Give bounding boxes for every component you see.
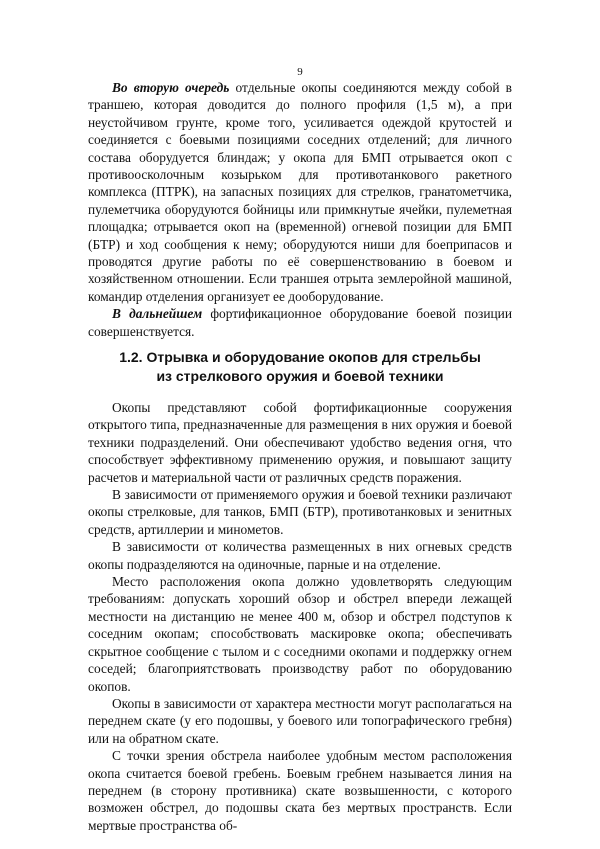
paragraph-text: отдельные окопы соединяются между собой в траншею, которая доводится до полного профиля (1,5 м), а при неустойчивом грунте, кроме того, усиливается одеждой крутостей и соединяется с боевыми позициями соседних отделений; для личного состава оборудуется блиндаж; у окопа для БМП отрывается окоп с противоосколочным козырьком для противотанкового ракетного комплекса (ПТРК), на запасных позициях для стрелков, гранатометчика, пулеметчика оборудуются бойницы или примкнутые ячейки, пулеметная площадка; отрывается окоп на (временной) огневой позиции для БМП (БТР) и ход сообщения к нему; оборудуются ниши для боеприпасов и проводятся другие работы по её совершенствованию в боевом и хозяйственном отношении. Если траншея отрыта землеройной машиной, командир отделения организует ее дооборудование. (88, 80, 512, 304)
section-heading (60, 348, 540, 386)
paragraph: В зависимости от количества размещенных в них огневых средств окопы подразделяются на одиночные, парные и на отделение. (88, 539, 512, 572)
section-heading-line: 1.2. Отрывка и оборудование окопов для стрельбы (119, 349, 481, 365)
lead-phrase: Во вторую очередь (112, 80, 230, 95)
top-text-block (88, 79, 512, 340)
paragraph (88, 79, 512, 305)
paragraph (88, 305, 512, 340)
paragraph: Окопы представляют собой фортификационные сооружения открытого типа, предназначенные для размещения в них оружия и боевой техники подразделений. Они обеспечивают удобство ведения огня, что способствует эффективному применению оружия, и повышают защиту расчетов и материальной части от различных средств поражения. (88, 400, 512, 485)
section-heading-line: из стрелкового оружия и боевой техники (156, 368, 444, 384)
section-text-block (88, 399, 512, 834)
paragraph: С точки зрения обстрела наиболее удобным местом расположения окопа считается боевой гребень. Боевым гребнем называется линия на переднем (в сторону противника) скате возвышенности, с которого возможен обстрел, до подошвы ската без мертвых пространств. Если мертвые пространства об- (88, 748, 512, 833)
paragraph: Место расположения окопа должно удовлетворять следующим требованиям: допускать хороший обзор и обстрел впереди лежащей местности на дистанцию не менее 400 м, обзор и обстрел подступов к соседним окопам; способствовать маскировке окопа; обеспечивать скрытное сообщение с тылом и с соседними окопами и поддержку огнем соседей; благоприятствовать производству работ по оборудованию окопов. (88, 574, 512, 694)
page-number: 9 (297, 66, 303, 78)
lead-phrase: В дальнейшем (112, 306, 203, 322)
paragraph: В зависимости от применяемого оружия и боевой техники различают окопы стрелковые, для танков, БМП (БТР), противотанковых и зенитных средств, артиллерии и минометов. (88, 487, 512, 537)
paragraph-text: фортификационное оборудование боевой позиции совершенствуется. (88, 306, 512, 339)
paragraph: Окопы в зависимости от характера местности могут располагаться на переднем скате (у его подошвы, у боевого или топографического гребня) или на обратном скате. (88, 695, 512, 746)
